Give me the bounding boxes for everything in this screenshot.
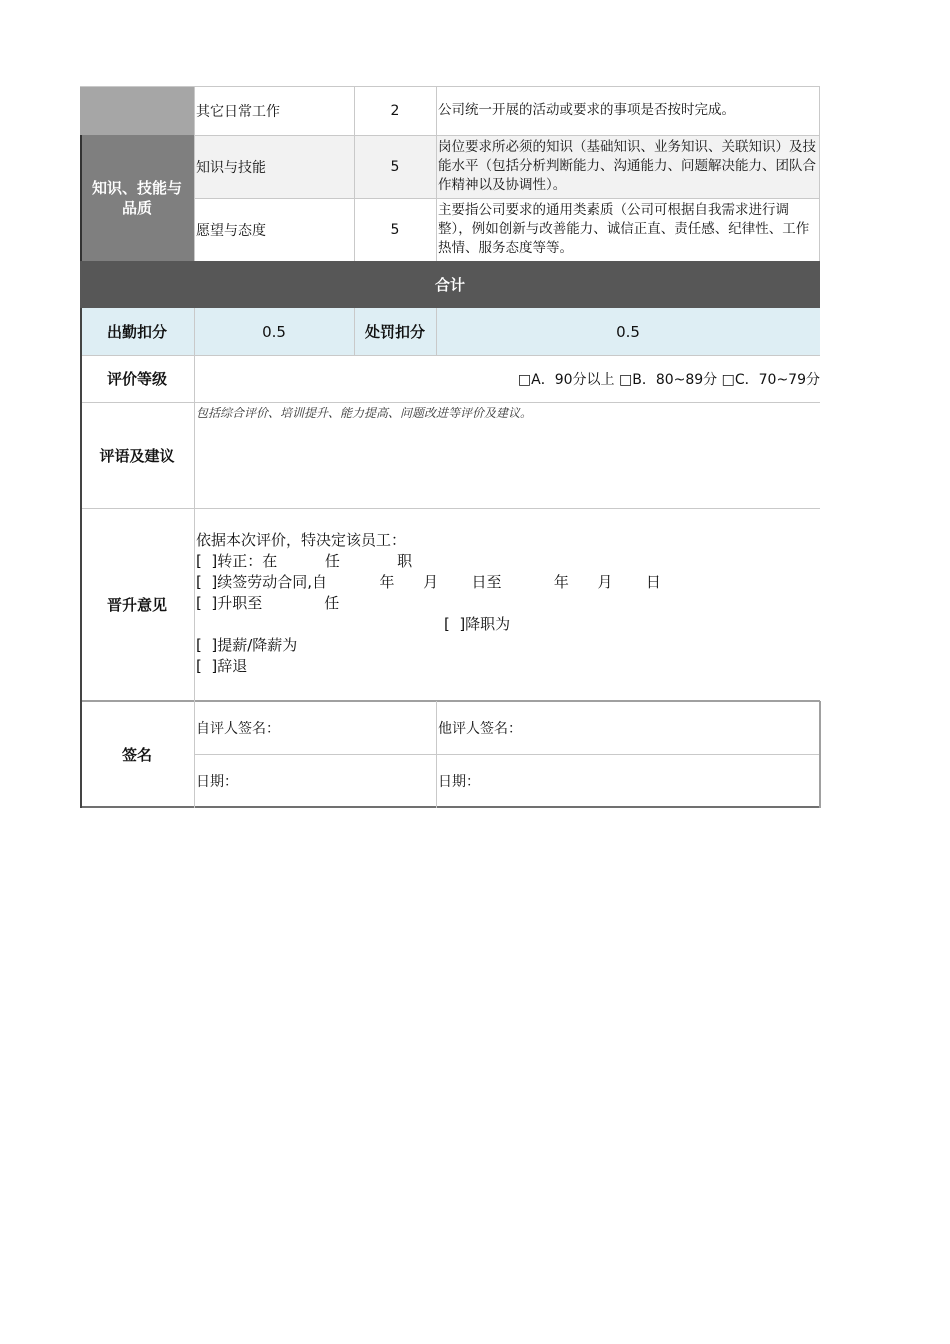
grid-line <box>80 700 820 702</box>
grid-line <box>354 86 355 261</box>
grid-line <box>80 508 820 509</box>
item-name: 其它日常工作 <box>196 103 280 120</box>
grid-line <box>819 86 820 261</box>
grade-options[interactable]: □A．90分以上 □B．80~89分 □C．70~79分 <box>517 371 820 388</box>
self-date-field[interactable]: 日期： <box>196 774 238 790</box>
penalty-label: 处罚扣分 <box>354 308 436 355</box>
comments-label: 评语及建议 <box>99 446 175 465</box>
promotion-salary-option[interactable]: [ ]提薪/降薪为 <box>196 636 298 654</box>
item-description: 主要指公司要求的通用类素质（公司可根据自我需求进行调整），例如创新与改善能力、诚信正直、责任感、纪律性、工作热情、服务态度等等。 <box>438 202 810 256</box>
grid-line <box>194 308 195 808</box>
item-name: 愿望与态度 <box>196 222 266 239</box>
grid-line <box>354 308 355 355</box>
grid-line <box>436 86 437 261</box>
evaluation-table <box>80 86 820 808</box>
grid-line <box>80 86 820 87</box>
promotion-demote-option[interactable]: [ ]降职为 <box>196 615 511 633</box>
grid-line <box>436 308 437 355</box>
grid-line <box>194 86 195 261</box>
other-date-field[interactable]: 日期： <box>438 774 480 790</box>
grid-line <box>194 135 820 136</box>
promotion-options[interactable] <box>194 530 820 701</box>
promotion-renew-contract-option[interactable]: [ ]续签劳动合同,自 年 月 日至 年 月 日 <box>196 573 661 591</box>
promotion-label: 晋升意见 <box>106 596 167 614</box>
category-label: 知识、技能与品质 <box>80 135 194 261</box>
item-score: 2 <box>390 102 400 119</box>
item-score: 5 <box>390 158 400 175</box>
item-description: 公司统一开展的活动或要求的事项是否按时完成。 <box>438 102 735 118</box>
total-header: 合计 <box>80 261 820 308</box>
comments-note[interactable]: 包括综合评价、培训提升、能力提高、问题改进等评价及建议。 <box>196 406 533 420</box>
promotion-intro: 依据本次评价，特决定该员工： <box>196 531 407 549</box>
grid-line <box>80 402 820 403</box>
attendance-value[interactable]: 0.5 <box>194 308 354 355</box>
left-border <box>80 135 82 261</box>
left-border <box>80 308 82 808</box>
promotion-confirm-option[interactable]: [ ]转正：在 任 职 <box>196 552 413 570</box>
item-score: 5 <box>390 221 400 238</box>
penalty-value[interactable]: 0.5 <box>436 308 820 355</box>
self-signature-field[interactable]: 自评人签名： <box>196 720 280 737</box>
grid-line <box>194 754 820 755</box>
grid-line <box>436 701 437 808</box>
grid-line <box>819 701 821 808</box>
grid-line <box>80 806 821 808</box>
category-cell-top <box>80 86 194 135</box>
other-signature-field[interactable]: 他评人签名： <box>438 720 522 737</box>
grade-label: 评价等级 <box>106 370 167 388</box>
attendance-label: 出勤扣分 <box>80 308 194 355</box>
promotion-promote-option[interactable]: [ ]升职至 任 <box>196 594 340 612</box>
grid-line <box>194 198 820 199</box>
signature-label: 签名 <box>121 746 152 764</box>
promotion-dismiss-option[interactable]: [ ]辞退 <box>196 657 248 675</box>
grid-line <box>80 355 820 356</box>
item-description: 岗位要求所必须的知识（基础知识、业务知识、关联知识）及技能水平（包括分析判断能力、沟通能力、问题解决能力、团队合作精神以及协调性）。 <box>438 139 816 193</box>
item-name: 知识与技能 <box>196 159 266 176</box>
